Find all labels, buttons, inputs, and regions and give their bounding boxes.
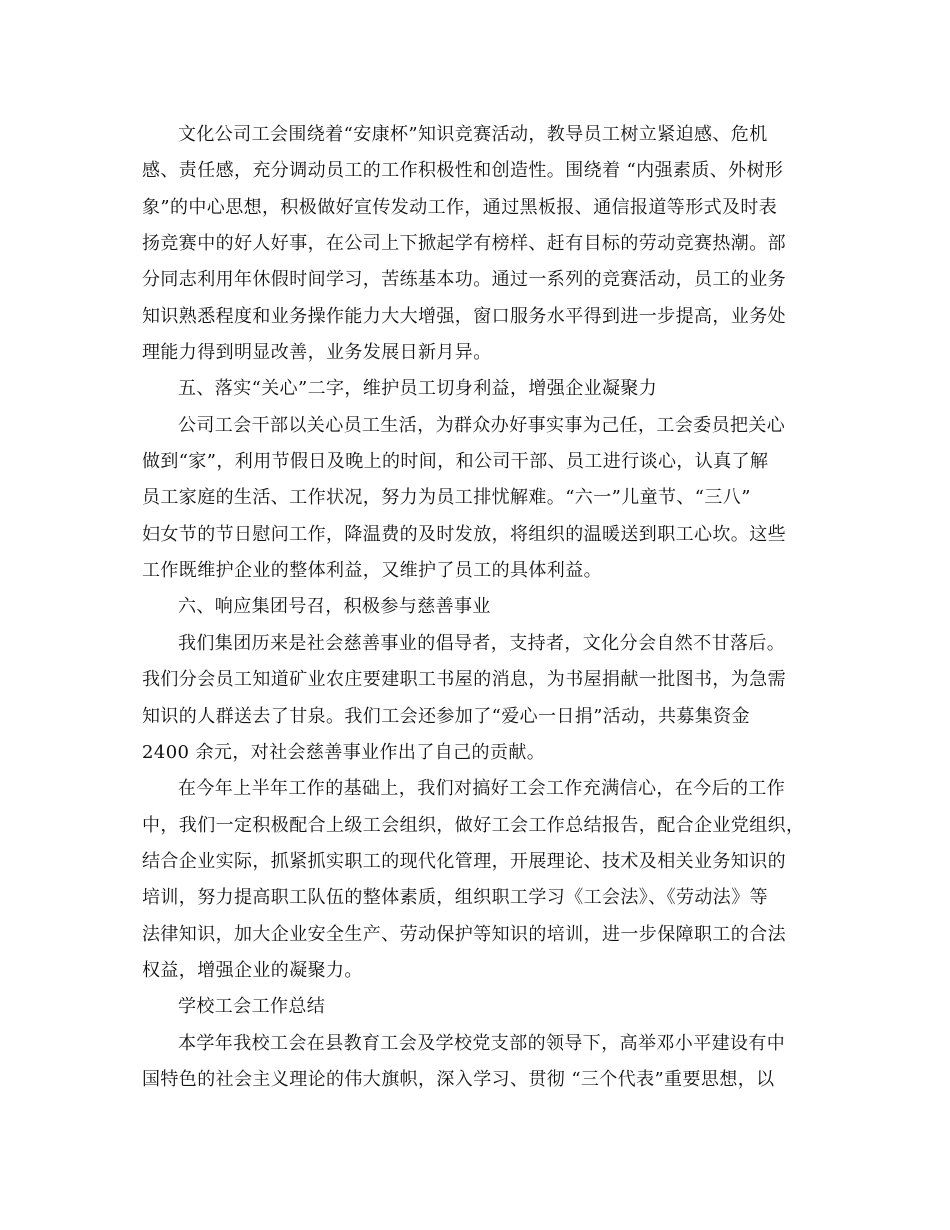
text-line: 感、责任感，充分调动员工的工作积极性和创造性。围绕着 “内强素质、外树形 [142, 160, 784, 182]
paragraph-school-intro [142, 1026, 808, 1099]
text-line: 结合企业实际，抓紧抓实职工的现代化管理，开展理论、技术及相关业务知识的 [142, 850, 786, 872]
text-line: 文化公司工会围绕着“安康杯”知识竞赛活动，教导员工树立紧迫感、危机 [178, 124, 768, 145]
paragraph-outlook [142, 771, 808, 989]
text-line: 本学年我校工会在县教育工会及学校党支部的领导下，高举邓小平建设有中 [178, 1032, 786, 1054]
text-line: 理能力得到明显改善，业务发展日新月异。 [142, 342, 492, 364]
paragraph-charity [142, 626, 808, 771]
text-line: 员工家庭的生活、工作状况，努力为员工排忧解难。“六一”儿童节、“三八” [142, 487, 751, 509]
heading-line: 五、落实“关心”二字，维护员工切身利益，增强企业凝聚力 [178, 378, 658, 400]
text-line: 妇女节的节日慰问工作，降温费的及时发放，将组织的温暖送到职工心坎。这些 [142, 523, 786, 545]
text-line: 扬竞赛中的好人好事，在公司上下掀起学有榜样、赶有目标的劳动竞赛热潮。部 [142, 233, 786, 255]
section-heading-five [142, 371, 808, 407]
text-line: 象”的中心思想，积极做好宣传发动工作，通过黑板报、通信报道等形式及时表 [142, 196, 778, 218]
document-body [142, 117, 808, 1098]
paragraph-competition [142, 117, 808, 371]
text-line: 中，我们一定积极配合上级工会组织，做好工会工作总结报告，配合企业党组织， [142, 814, 805, 836]
section-title-school-union [142, 989, 808, 1025]
section-heading-six [142, 589, 808, 625]
text-line: 知识的人群送去了甘泉。我们工会还参加了“爱心一日捐”活动，共募集资金 [142, 705, 751, 727]
text-line: 权益，增强企业的凝聚力。 [142, 959, 363, 981]
text-line: 在今年上半年工作的基础上，我们对搞好工会工作充满信心，在今后的工作 [178, 778, 786, 800]
text-line: 公司工会干部以关心员工生活，为群众办好事实事为己任，工会委员把关心 [178, 414, 786, 436]
text-line: 分同志利用年休假时间学习，苦练基本功。通过一系列的竞赛活动，员工的业务 [142, 269, 786, 291]
text-line: 培训，努力提高职工队伍的整体素质，组织职工学习《工会法》、《劳动法》等 [142, 887, 768, 909]
text-line: 知识熟悉程度和业务操作能力大大增强，窗口服务水平得到进一步提高，业务处 [142, 305, 786, 327]
text-line: 法律知识，加大企业安全生产、劳动保护等知识的培训，进一步保障职工的合法 [142, 923, 786, 945]
text-line: 我们分会员工知道矿业农庄要建职工书屋的消息，为书屋捐献一批图书，为急需 [142, 669, 786, 691]
paragraph-care [142, 408, 808, 590]
text-line: 工作既维护企业的整体利益，又维护了员工的具体利益。 [142, 560, 602, 582]
heading-line: 学校工会工作总结 [178, 996, 326, 1018]
text-line: 做到“家”，利用节假日及晚上的时间，和公司干部、员工进行谈心，认真了解 [142, 451, 769, 473]
text-line: 2400 余元，对社会慈善事业作出了自己的贡献。 [142, 741, 546, 763]
heading-line: 六、响应集团号召，积极参与慈善事业 [178, 596, 491, 618]
text-line: 我们集团历来是社会慈善事业的倡导者，支持者，文化分会自然不甘落后。 [178, 632, 786, 654]
text-line: 国特色的社会主义理论的伟大旗帜，深入学习、贯彻 “三个代表”重要思想，以 [142, 1068, 775, 1090]
